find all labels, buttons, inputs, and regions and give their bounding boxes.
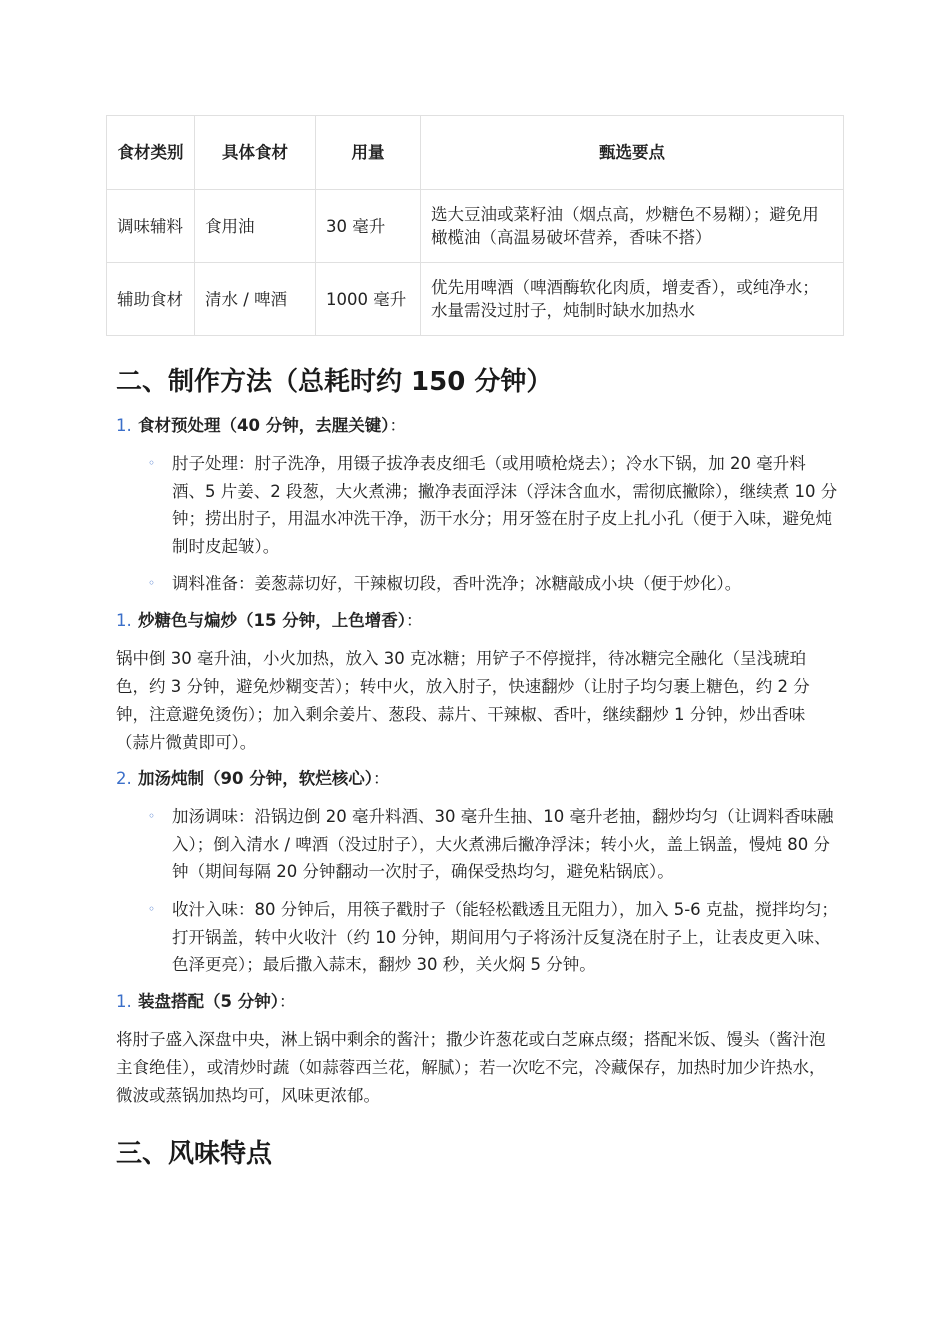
step-title: 食材预处理（40 分钟，去腥关键） — [138, 416, 390, 435]
table-cell: 清水 / 啤酒 — [195, 263, 316, 336]
table-cell: 食用油 — [195, 190, 316, 263]
bullet-item — [148, 450, 838, 560]
step-title: 炒糖色与煸炒（15 分钟，上色增香） — [138, 611, 406, 630]
table-header-cell: 食材类别 — [107, 116, 195, 190]
step-title: 加汤炖制（90 分钟，软烂核心） — [138, 769, 373, 788]
ingredients-table — [106, 115, 844, 336]
step-title: 装盘搭配（5 分钟） — [138, 992, 279, 1011]
step-braise — [116, 767, 389, 791]
table-header-cell: 用量 — [316, 116, 421, 190]
step-number: 1. — [116, 416, 132, 435]
step-paragraph: 锅中倒 30 毫升油，小火加热，放入 30 克冰糖；用铲子不停搅拌，待冰糖完全融化（呈浅琥珀色，约 3 分钟，避免炒糊变苦）；转中火，放入肘子，快速翻炒（让肘子均匀裹上糖色，约 2 分钟，注意避免烫伤）；加入剩余姜片、葱段、蒜片、干辣椒、香叶，继续翻炒 1 分钟，炒出香味（蒜片微黄即可）。 — [116, 649, 810, 752]
bullet-item — [148, 570, 838, 598]
table-cell: 优先用啤酒（啤酒酶软化肉质，增麦香），或纯净水；水量需没过肘子，炖制时缺水加热水 — [421, 263, 844, 336]
table-row — [107, 190, 844, 263]
table-cell: 选大豆油或菜籽油（烟点高，炒糖色不易糊）；避免用橄榄油（高温易破坏营养，香味不搭） — [421, 190, 844, 263]
step-plating — [116, 990, 295, 1014]
table-cell: 辅助食材 — [107, 263, 195, 336]
bullet-text: 收汁入味：80 分钟后，用筷子戳肘子（能轻松戳透且无阻力），加入 5-6 克盐，搅拌均匀；打开锅盖，转中火收汁（约 10 分钟，期间用勺子将汤汁反复浇在肘子上，让表皮更入味、色泽更亮）；最后撒入蒜末，翻炒 30 秒，关火焖 5 分钟。 — [172, 900, 838, 974]
section-heading-flavor: 三、风味特点 — [116, 1139, 273, 1169]
bullet-text: 加汤调味：沿锅边倒 20 毫升料酒、30 毫升生抽、10 毫升老抽，翻炒均匀（让调料香味融入）；倒入清水 / 啤酒（没过肘子），大火煮沸后撇净浮沫；转小火，盖上锅盖，慢炖 80 分钟（期间每隔 20 分钟翻动一次肘子，确保受热均匀，避免粘锅底）。 — [172, 807, 834, 881]
table-cell: 调味辅料 — [107, 190, 195, 263]
table-row — [107, 263, 844, 336]
step-number: 2. — [116, 769, 132, 788]
circle-bullet-icon: ◦ — [148, 902, 156, 916]
bullet-text: 调料准备：姜葱蒜切好，干辣椒切段，香叶洗净；冰糖敲成小块（便于炒化）。 — [172, 574, 742, 593]
table-cell: 1000 毫升 — [316, 263, 421, 336]
bullet-item — [148, 803, 838, 886]
circle-bullet-icon: ◦ — [148, 456, 156, 470]
step-prep — [116, 414, 406, 438]
step-number: 1. — [116, 992, 132, 1011]
section-heading-method: 二、制作方法（总耗时约 150 分钟） — [116, 367, 553, 397]
circle-bullet-icon: ◦ — [148, 576, 156, 590]
step-suffix: ： — [405, 611, 423, 630]
step-suffix: ： — [278, 992, 296, 1011]
table-header-cell: 具体食材 — [195, 116, 316, 190]
table-cell: 30 毫升 — [316, 190, 421, 263]
step-caramel — [116, 609, 422, 633]
step-suffix: ： — [389, 416, 406, 435]
step-paragraph: 将肘子盛入深盘中央，淋上锅中剩余的酱汁；撒少许葱花或白芝麻点缀；搭配米饭、馒头（酱汁泡主食绝佳），或清炒时蔬（如蒜蓉西兰花，解腻）；若一次吃不完，冷藏保存，加热时加少许热水，微波或蒸锅加热均可，风味更浓郁。 — [116, 1030, 826, 1105]
bullet-item — [148, 896, 838, 979]
step-suffix: ： — [372, 769, 390, 788]
table-header-cell: 甄选要点 — [421, 116, 844, 190]
step-number: 1. — [116, 611, 132, 630]
table-header-row — [107, 116, 844, 190]
circle-bullet-icon: ◦ — [148, 809, 156, 823]
bullet-text: 肘子处理：肘子洗净，用镊子拔净表皮细毛（或用喷枪烧去）；冷水下锅，加 20 毫升料酒、5 片姜、2 段葱，大火煮沸；撇净表面浮沫（浮沫含血水，需彻底撇除），继续煮 10 分钟；捞出肘子，用温水冲洗干净，沥干水分；用牙签在肘子皮上扎小孔（便于入味，避免炖制时皮起皱）。 — [172, 454, 838, 556]
